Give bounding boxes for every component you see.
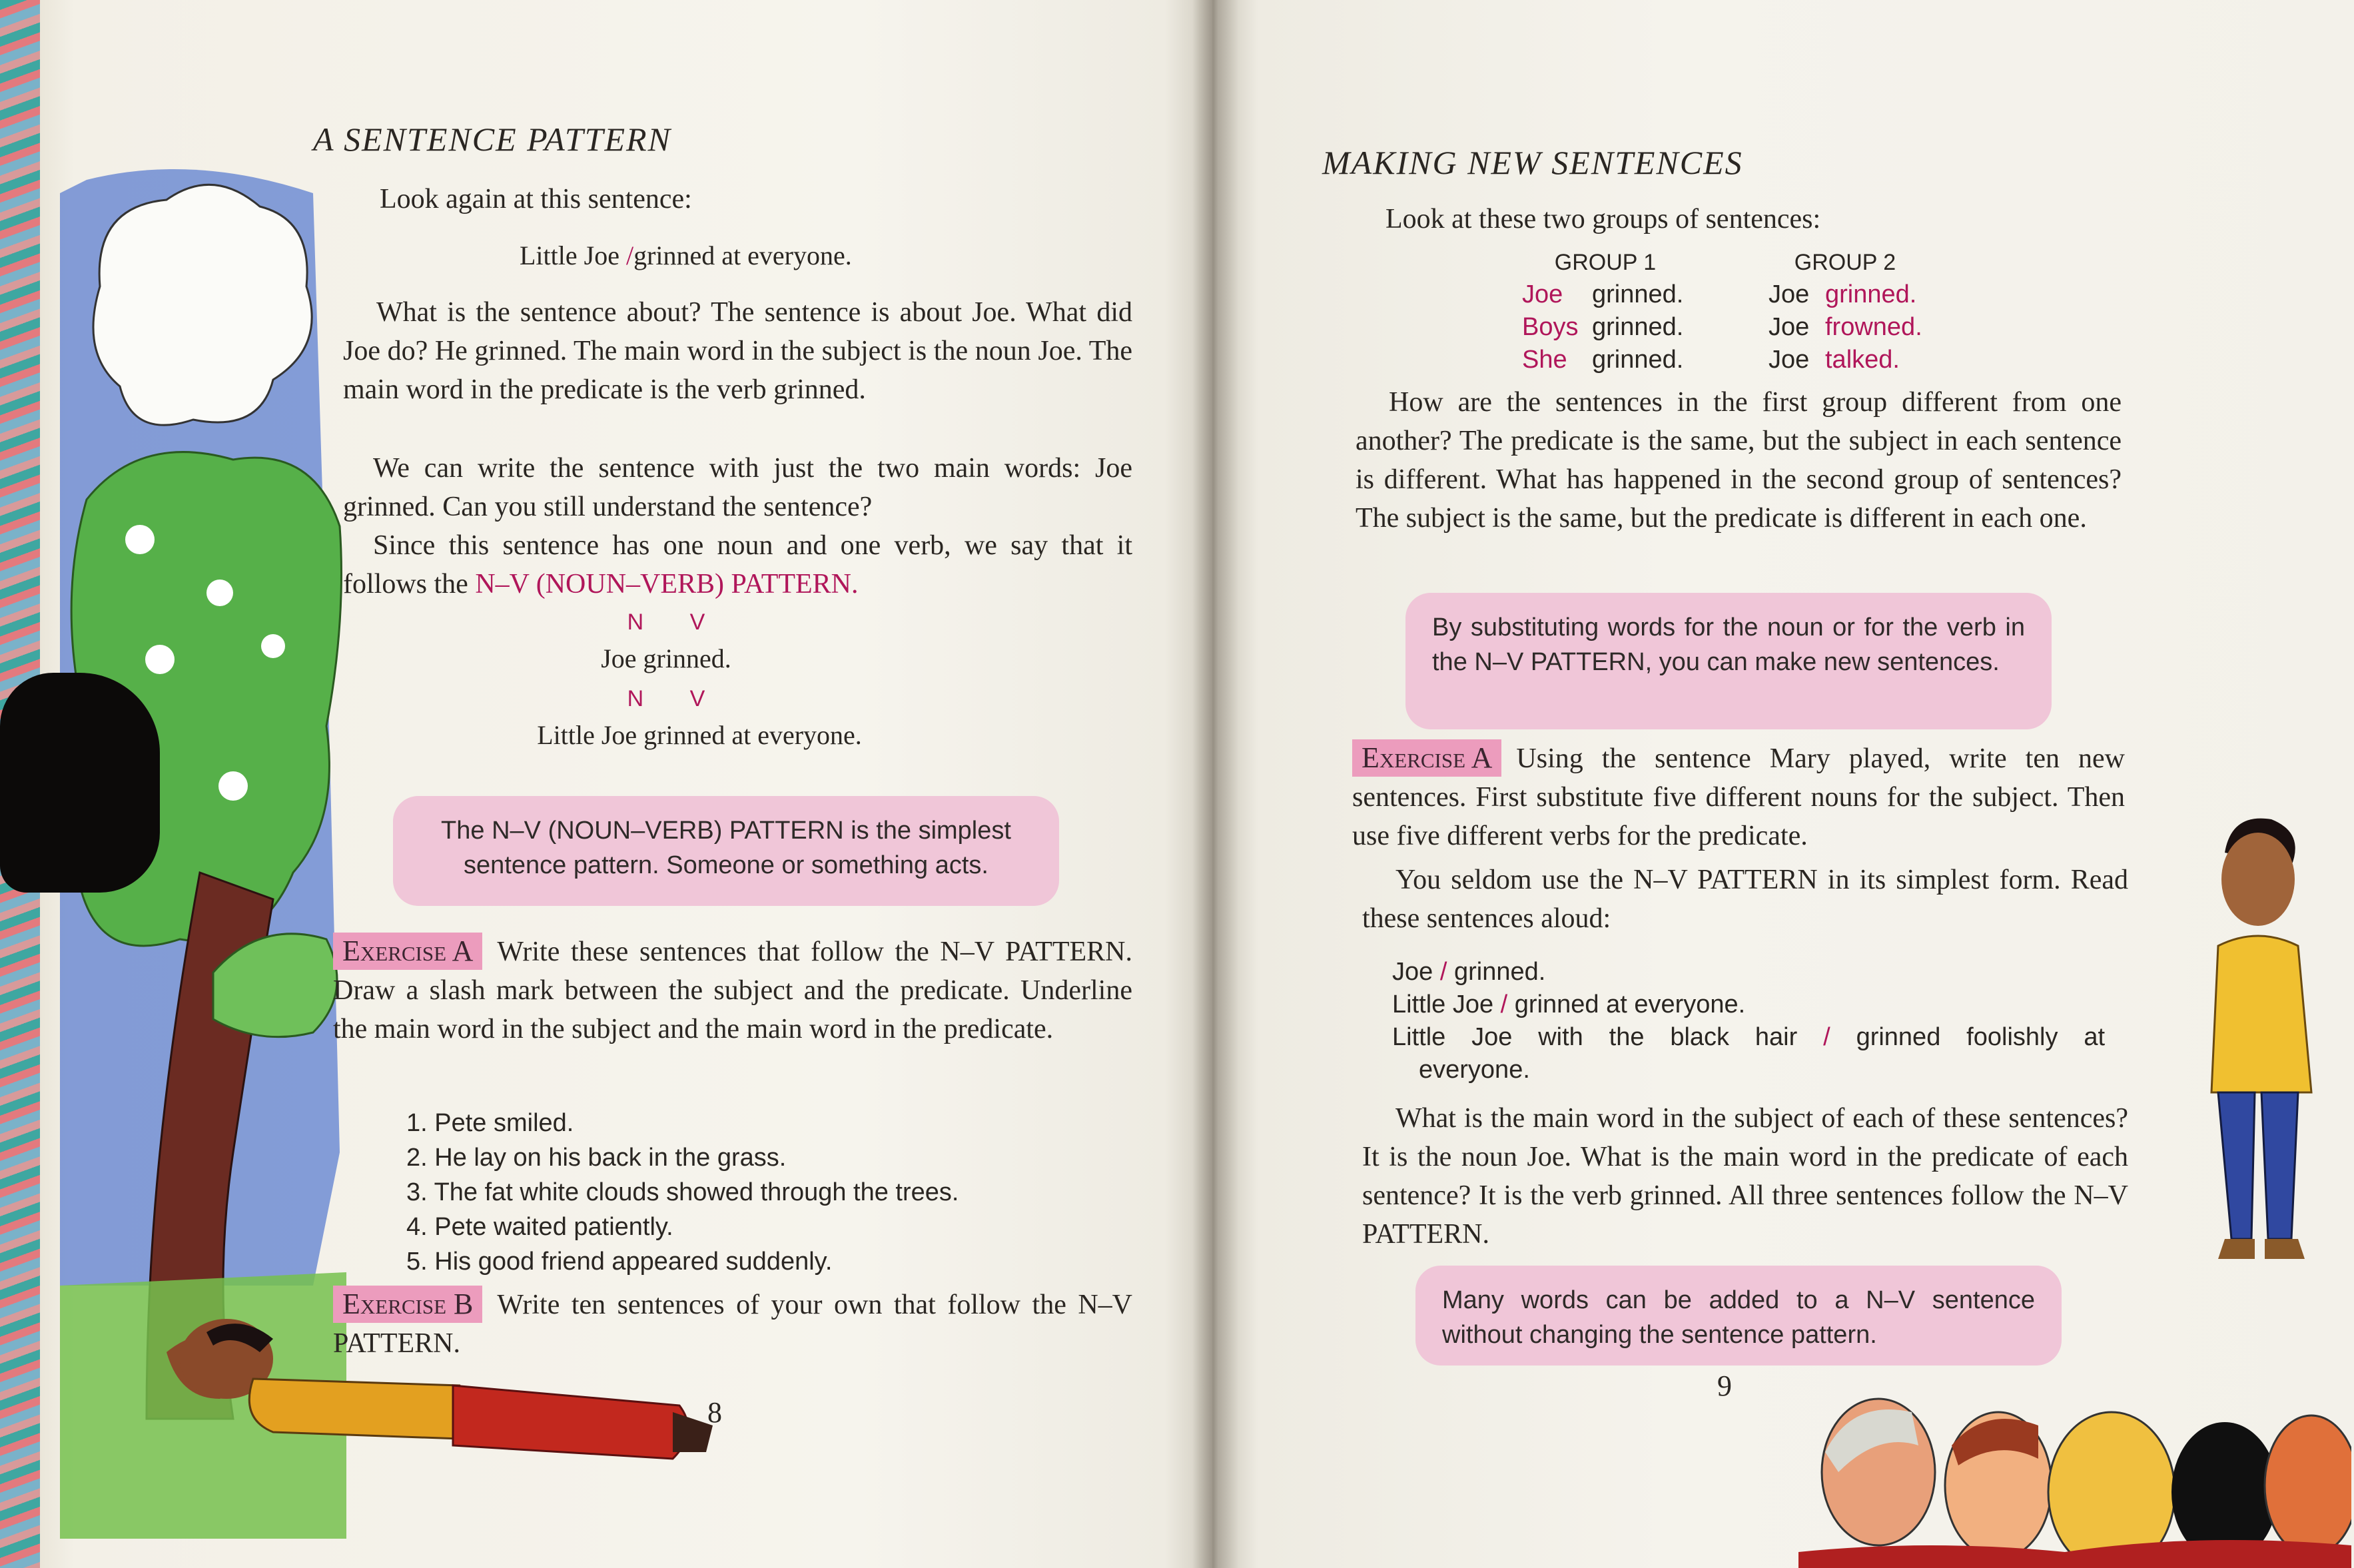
list-item: Little Joe with the black hair / grinned foolishly at (1392, 1023, 2106, 1051)
list-item: Joe grinned. (1522, 280, 1684, 308)
left-paragraph-3: Since this sentence has one noun and one verb, we say that it follows the N–V (NOUN–VERB) PATTERN. (343, 530, 1132, 599)
list-item: Joe grinned. (1768, 280, 1917, 308)
left-intro: Look again at this sentence: (380, 184, 692, 214)
list-item: She grinned. (1522, 346, 1684, 374)
left-item-list (406, 1106, 1139, 1279)
left-exercise-a: Exercise A Write these sentences that follow the N–V PATTERN. Draw a slash mark between the subject and the predicate. Underline the main word in the subject and the main word in the predicate. (333, 933, 1132, 1048)
left-page-heading: A SENTENCE PATTERN (313, 121, 671, 158)
slash-mark: / (625, 240, 634, 270)
right-paragraph-2: You seldom use the N–V PATTERN in its simplest form. Read these sentences aloud: (1362, 865, 2128, 934)
book-spine (1192, 0, 1239, 1568)
right-callout-1: By substituting words for the noun or for the verb in the N–V PATTERN, you can make new sentences. (1405, 593, 2052, 729)
right-paragraph-3: What is the main word in the subject of each of these sentences? It is the noun Joe. What is the main word in the predicate of each sentence? It is the verb grinned. All three sentences follow the N–V PATTERN. (1362, 1103, 2128, 1250)
example-1-sentence: Joe grinned. (601, 643, 731, 673)
list-item: everyone. (1419, 1056, 1530, 1084)
list-item: 2. He lay on his back in the grass. (406, 1144, 787, 1172)
list-item: Boys grinned. (1522, 313, 1684, 341)
example-sentence (520, 236, 852, 275)
list-item: 3. The fat white clouds showed through the trees. (406, 1178, 959, 1206)
list-item: 5. His good friend appeared suddenly. (406, 1248, 833, 1276)
exercise-a-label-right: Exercise A (1352, 739, 1501, 777)
thumb-shadow (0, 673, 160, 893)
left-paragraph-1: What is the sentence about? The sentence is about Joe. What did Joe do? He grinned. The main word in the subject is the noun Joe. The main word in the predicate is the verb grinned. (343, 297, 1132, 405)
list-item: Little Joe / grinned at everyone. (1392, 990, 1746, 1018)
nv-pattern-term: N–V (NOUN–VERB) PATTERN. (475, 569, 859, 599)
page-number-right: 9 (1717, 1370, 1732, 1402)
exercise-a-label: Exercise A (333, 933, 482, 970)
right-exercise-a: Exercise A Using the sentence Mary played, write ten new sentences. First substitute five different nouns for the subject. Then use five different verbs for the predicate. (1352, 739, 2125, 855)
right-intro: Look at these two groups of sentences: (1385, 204, 1821, 234)
left-callout: The N–V (NOUN–VERB) PATTERN is the simplest sentence pattern. Someone or something acts. (393, 796, 1059, 906)
page-number-left: 8 (707, 1396, 722, 1429)
group-2-title: GROUP 2 (1794, 250, 1896, 275)
list-item: Joe talked. (1768, 346, 1900, 374)
list-item: 4. Pete waited patiently. (406, 1213, 673, 1241)
standing-boy-illustration (2191, 813, 2325, 1279)
group-2-list (1768, 278, 1922, 376)
list-item: Joe frowned. (1768, 313, 1922, 341)
example-predicate: grinned at everyone. (633, 240, 852, 270)
list-item: Joe / grinned. (1392, 958, 1546, 986)
example-2-sentence: Little Joe grinned at everyone. (537, 720, 862, 750)
right-example-list (1392, 956, 2105, 1086)
left-paragraph-2: We can write the sentence with just the two main words: Joe grinned. Can you still understand the sentence? (343, 453, 1132, 522)
left-exercise-b: Exercise B Write ten sentences of your own that follow the N–V PATTERN. (333, 1286, 1132, 1363)
example-subject: Little Joe (520, 240, 619, 270)
group-of-heads-illustration (1798, 1372, 2351, 1568)
group-1-list (1522, 278, 1683, 376)
right-callout-2: Many words can be added to a N–V sentence without changing the sentence pattern. (1415, 1266, 2062, 1366)
list-item: 1. Pete smiled. (406, 1109, 574, 1137)
example-1-labels: N V (627, 609, 705, 635)
right-page-heading: MAKING NEW SENTENCES (1322, 144, 1743, 181)
example-2-labels: N V (627, 686, 705, 711)
exercise-b-label: Exercise B (333, 1286, 482, 1323)
group-1-title: GROUP 1 (1554, 250, 1657, 275)
right-paragraph-1: How are the sentences in the first group different from one another? The predicate is the same, but the subject in each sentence is different. What has happened in the second group of sentences? The subject is the same, but the predicate is different in each one. (1356, 387, 2122, 534)
